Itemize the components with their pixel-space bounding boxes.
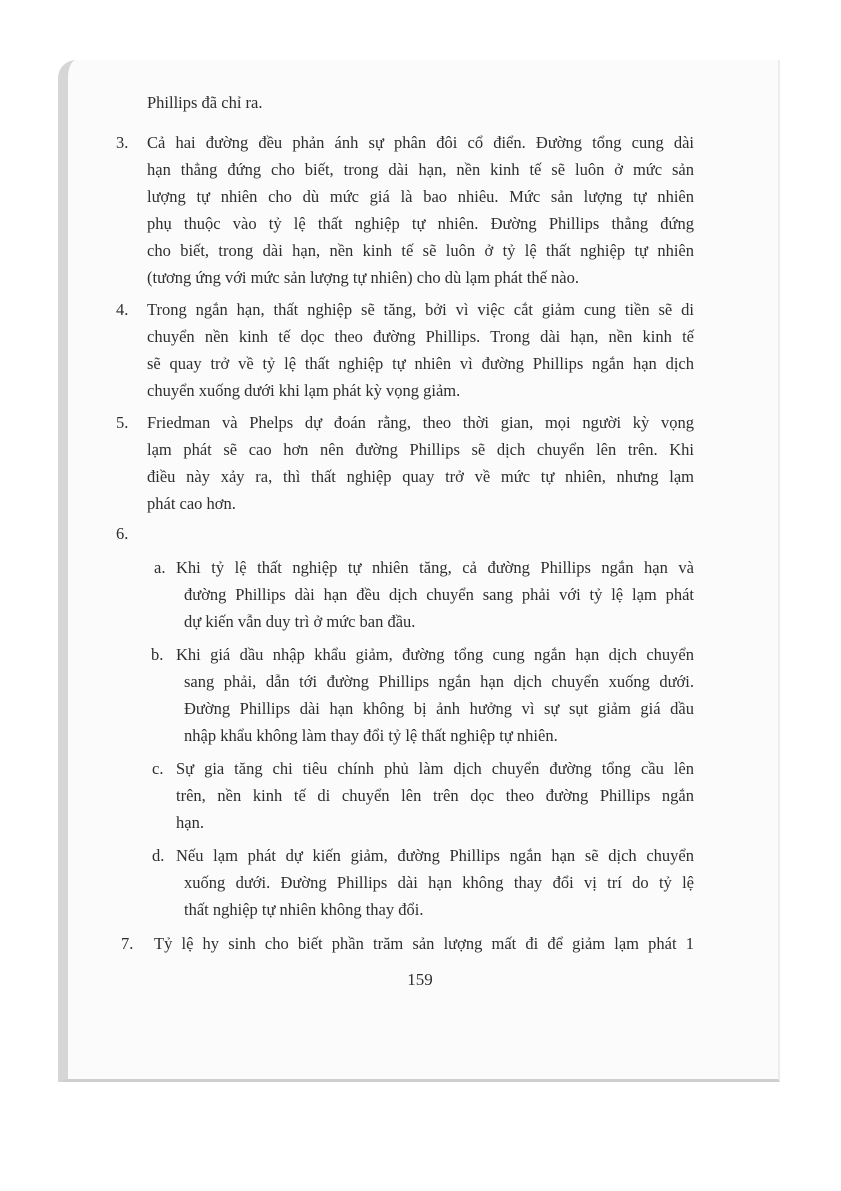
item-3-line-1: Cả hai đường đều phản ánh sự phân đôi cổ điển. Đường tổng cung dài — [147, 133, 694, 152]
sub-b-line-2: sang phải, dẫn tới đường Phillips ngắn hạn dịch chuyển xuống dưới. — [184, 672, 694, 691]
item-4-line-2: chuyển nền kinh tế dọc theo đường Phillips. Trong dài hạn, nền kinh tế — [147, 327, 694, 346]
sub-a-line-1: Khi tỷ lệ thất nghiệp tự nhiên tăng, cả đường Phillips ngắn hạn và — [176, 558, 694, 577]
sub-c-line-3: hạn. — [176, 813, 204, 832]
item-5-line-1: Friedman và Phelps dự đoán rằng, theo thời gian, mọi người kỳ vọng — [147, 413, 694, 432]
sub-b-line-1: Khi giá dầu nhập khẩu giảm, đường tổng cung ngắn hạn dịch chuyển — [176, 645, 694, 664]
sub-b-line-4: nhập khẩu không làm thay đổi tỷ lệ thất nghiệp tự nhiên. — [184, 726, 558, 745]
item-6-marker: 6. — [116, 524, 129, 543]
item-4-line-1: Trong ngắn hạn, thất nghiệp sẽ tăng, bởi vì việc cắt giảm cung tiền sẽ di — [147, 300, 694, 319]
sub-a-line-2: đường Phillips dài hạn đều dịch chuyển sang phải với tỷ lệ lạm phát — [184, 585, 694, 604]
sub-b-line-3: Đường Phillips dài hạn không bị ảnh hưởng vì sự sụt giảm giá dầu — [184, 699, 694, 718]
item-3-line-5: cho biết, trong dài hạn, nền kinh tế sẽ luôn ở tỷ lệ thất nghiệp tự nhiên — [147, 241, 694, 260]
item-4-line-3: sẽ quay trở về tỷ lệ thất nghiệp tự nhiên vì đường Phillips ngắn hạn dịch — [147, 354, 694, 373]
sub-c-line-1: Sự gia tăng chi tiêu chính phủ làm dịch chuyển đường tổng cầu lên — [176, 759, 694, 778]
sub-b-marker: b. — [151, 645, 164, 664]
item-3-line-4: phụ thuộc vào tỷ lệ thất nghiệp tự nhiên. Đường Phillips thẳng đứng — [147, 214, 694, 233]
item-3-line-6: (tương ứng với mức sản lượng tự nhiên) cho dù lạm phát thế nào. — [147, 268, 579, 287]
item-3-line-3: lượng tự nhiên cho dù mức giá là bao nhiêu. Mức sản lượng tự nhiên — [147, 187, 694, 206]
item-7-line-1: Tỷ lệ hy sinh cho biết phần trăm sản lượng mất đi để giảm lạm phát 1 — [154, 934, 694, 953]
item-5-line-2: lạm phát sẽ cao hơn nên đường Phillips sẽ dịch chuyển lên trên. Khi — [147, 440, 694, 459]
page-number: 159 — [407, 970, 433, 989]
sub-d-line-1: Nếu lạm phát dự kiến giảm, đường Phillips ngắn hạn sẽ dịch chuyển — [176, 846, 694, 865]
sub-d-line-2: xuống dưới. Đường Phillips dài hạn không thay đổi vị trí do tỷ lệ — [184, 873, 694, 892]
item-7-marker: 7. — [121, 934, 134, 953]
item-3-marker: 3. — [116, 133, 129, 152]
sub-a-marker: a. — [154, 558, 166, 577]
sub-c-line-2: trên, nền kinh tế di chuyển lên trên dọc theo đường Phillips ngắn — [176, 786, 694, 805]
item-5-line-4: phát cao hơn. — [147, 494, 236, 513]
item-5-line-3: điều này xảy ra, thì thất nghiệp quay trở về mức tự nhiên, nhưng lạm — [147, 467, 694, 486]
item-4-line-4: chuyển xuống dưới khi lạm phát kỳ vọng giảm. — [147, 381, 461, 400]
sub-c-marker: c. — [152, 759, 164, 778]
item-3-line-2: hạn thẳng đứng cho biết, trong dài hạn, nền kinh tế sẽ luôn ở mức sản — [147, 160, 694, 179]
sub-d-line-3: thất nghiệp tự nhiên không thay đổi. — [184, 900, 424, 919]
sub-a-line-3: dự kiến vẫn duy trì ở mức ban đầu. — [184, 612, 416, 631]
sub-d-marker: d. — [152, 846, 165, 865]
intro-tail: Phillips đã chỉ ra. — [147, 93, 263, 112]
item-4-marker: 4. — [116, 300, 129, 319]
item-5-marker: 5. — [116, 413, 129, 432]
